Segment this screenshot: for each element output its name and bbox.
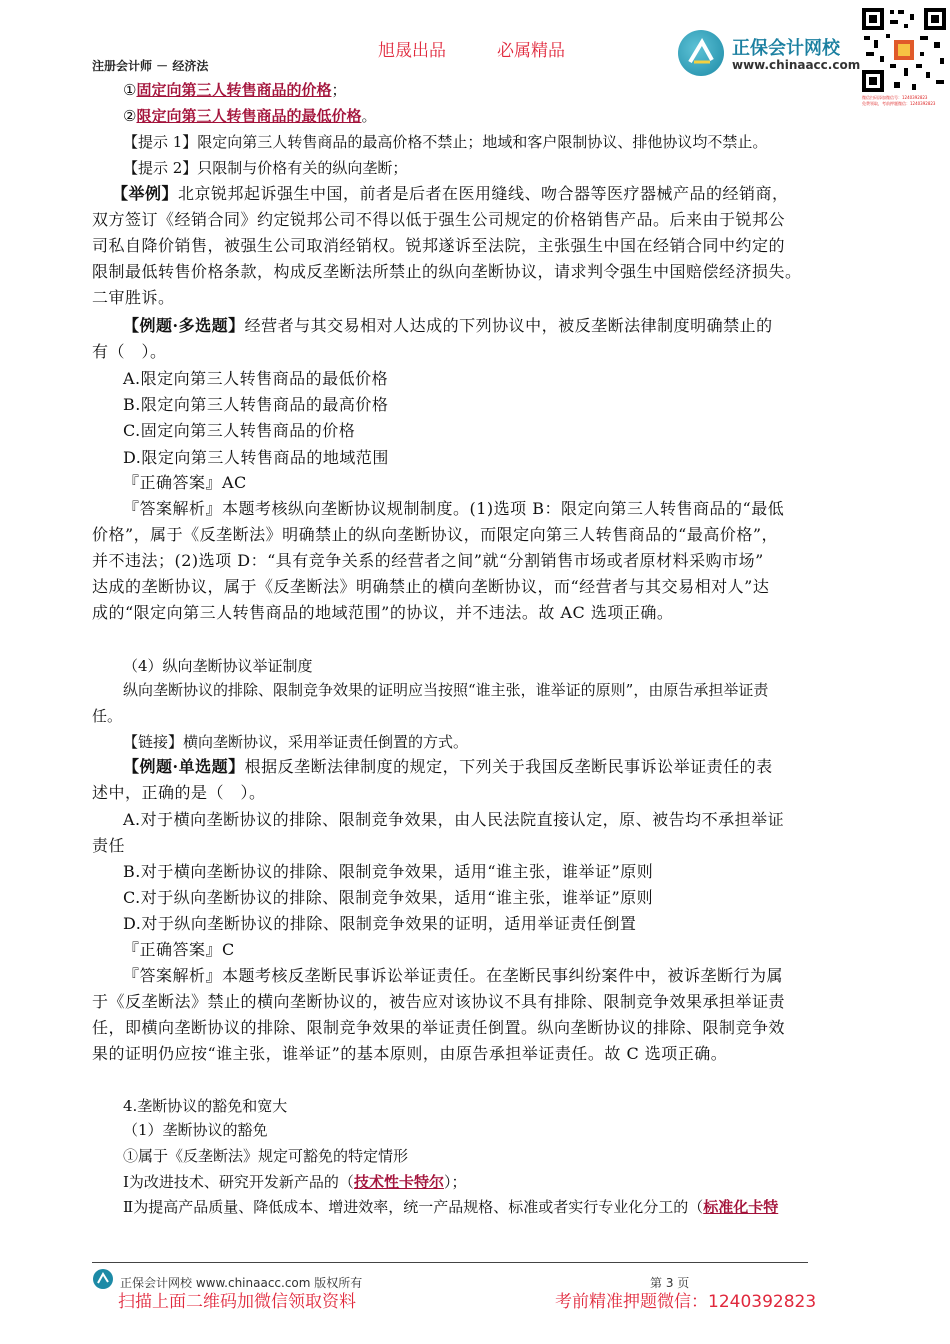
question-1-text-1: 经营者与其交易相对人达成的下列协议中，被反垄断法律制度明确禁止的 <box>244 316 773 335</box>
footer-divider <box>92 1262 808 1263</box>
question-1-option-c: C.固定向第三人转售商品的价格 <box>123 421 356 440</box>
exemption-item-1-end: ）； <box>443 1173 467 1191</box>
rule-item-1 <box>123 80 346 100</box>
logo-mark-icon <box>678 30 724 76</box>
question-2-stem-2: 述中，正确的是（ ）。 <box>92 783 266 802</box>
qr-code <box>860 6 948 94</box>
exemption-intro: ①属于《反垄断法》规定可豁免的特定情形 <box>123 1147 409 1165</box>
question-2-option-a-2: 责任 <box>92 836 126 855</box>
link-note: 【链接】横向垄断协议，采用举证责任倒置的方式。 <box>123 733 469 751</box>
example-label: 【举例】 <box>112 184 179 203</box>
footer-promo-left: 扫描上面二维码加微信领取资料 <box>118 1292 356 1312</box>
document-subject: 注册会计师 － 经济法 <box>92 59 209 73</box>
question-1-stem-1 <box>123 315 773 337</box>
question-1-option-b: B.限定向第三人转售商品的最高价格 <box>123 395 389 414</box>
question-1-explanation-4: 达成的垄断协议，属于《反垄断法》明确禁止的横向垄断协议，而“经营者与其交易相对人”达 <box>92 577 770 596</box>
exemption-item-1-highlight: 技术性卡特尔 <box>353 1173 444 1191</box>
logo-brand: 正保 <box>732 38 768 59</box>
rule-item-1-end: ； <box>331 81 347 99</box>
question-2-label: 【例题·单选题】 <box>123 757 245 776</box>
tip-1: 【提示 1】限定向第三人转售商品的最高价格不禁止；地域和客户限制协议、排他协议均不禁止。 <box>123 133 768 151</box>
example-text-1: 北京锐邦起诉强生中国，前者是后者在医用缝线、吻合器等医疗器械产品的经销商， <box>178 184 789 203</box>
rule-item-2-end: 。 <box>361 107 377 125</box>
rule-item-2-highlight: 限定向第三人转售商品的最低价格 <box>136 107 362 125</box>
question-1-explanation-1: 『答案解析』本题考核纵向垄断协议规制制度。(1)选项 B：限定向第三人转售商品的“最低 <box>123 499 785 518</box>
logo-brand-suffix: 会计网校 <box>768 38 840 59</box>
section-heading-4: （4）纵向垄断协议举证制度 <box>123 657 313 675</box>
question-1-explanation-2: 价格”，属于《反垄断法》明确禁止的纵向垄断协议，而限定向第三人转售商品的“最高价格”， <box>92 525 779 544</box>
footer-copyright: 正保会计网校 www.chinaacc.com 版权所有 <box>120 1276 363 1290</box>
question-1-option-a: A.限定向第三人转售商品的最低价格 <box>123 369 389 388</box>
question-1-answer: 『正确答案』AC <box>123 473 247 492</box>
question-2-text-1: 根据反垄断法律制度的规定，下列关于我国反垄断民事诉讼举证责任的表 <box>244 757 773 776</box>
question-2-explanation-2: 于《反垄断法》禁止的横向垄断协议的，被告应对该协议不具有排除、限制竞争效果承担举证责 <box>92 992 786 1011</box>
example-line-3: 司私自降价销售，被强生公司取消经销权。锐邦遂诉至法院，主张强生中国在经销合同中约定的 <box>92 236 786 255</box>
header-slogan-right: 必属精品 <box>497 41 565 61</box>
footer-logo-icon <box>92 1268 114 1290</box>
example-line-1 <box>112 183 789 205</box>
rule-item-2-num: ② <box>123 107 137 125</box>
question-1-label: 【例题·多选题】 <box>123 316 245 335</box>
header-slogan-left: 旭晟出品 <box>378 41 446 61</box>
question-2-answer: 『正确答案』C <box>123 940 235 959</box>
exemption-item-1 <box>123 1172 466 1192</box>
logo-url: www.chinaacc.com <box>732 58 861 72</box>
question-2-option-d: D.对于纵向垄断协议的排除、限制竞争效果的证明，适用举证责任倒置 <box>123 914 637 933</box>
section-4-para-1: 纵向垄断协议的排除、限制竞争效果的证明应当按照“谁主张，谁举证的原则”，由原告承担举证责 <box>123 681 769 699</box>
exemption-item-2-text: Ⅱ为提高产品质量、降低成本、增进效率，统一产品规格、标准或者实行专业化分工的（ <box>123 1198 704 1216</box>
question-2-option-a-1: A.对于横向垄断协议的排除、限制竞争效果，由人民法院直接认定，原、被告均不承担举证 <box>123 810 785 829</box>
example-line-2: 双方签订《经销合同》约定锐邦公司不得以低于强生公司规定的价格销售产品。后来由于锐邦公 <box>92 210 786 229</box>
exemption-item-2-highlight: 标准化卡特 <box>703 1198 779 1216</box>
question-2-explanation-3: 任，即横向垄断协议的排除、限制竞争效果的举证责任倒置。纵向垄断协议的排除、限制竞争效 <box>92 1018 786 1037</box>
exemption-item-1-text: Ⅰ为改进技术、研究开发新产品的（ <box>123 1173 354 1191</box>
question-1-option-d: D.限定向第三人转售商品的地域范围 <box>123 448 389 467</box>
example-line-4: 限制最低转售价格条款，构成反垄断法所禁止的纵向垄断协议，请求判令强生中国赔偿经济损失。 <box>92 262 802 281</box>
section-4-para-2: 任。 <box>92 707 123 725</box>
question-2-stem-1 <box>123 756 773 778</box>
qr-caption-1: 微信扫码添加微信号：1240392823 <box>862 95 928 100</box>
question-2-option-b: B.对于横向垄断协议的排除、限制竞争效果，适用“谁主张，谁举证”原则 <box>123 862 654 881</box>
exemption-item-2 <box>123 1197 778 1217</box>
rule-item-1-num: ① <box>123 81 137 99</box>
footer-page-number: 第 3 页 <box>650 1276 690 1290</box>
example-line-5: 二审胜诉。 <box>92 288 175 307</box>
section-heading-4-main: 4.垄断协议的豁免和宽大 <box>123 1097 288 1115</box>
question-1-explanation-3: 并不违法；(2)选项 D：“具有竞争关系的经营者之间”就“分割销售市场或者原材料采购市场” <box>92 551 764 570</box>
question-2-option-c: C.对于纵向垄断协议的排除、限制竞争效果，适用“谁主张，谁举证”原则 <box>123 888 654 907</box>
rule-item-2 <box>123 106 376 126</box>
question-1-stem-2: 有（ ）。 <box>92 342 167 361</box>
qr-caption-2: 免费领取，考前押题微信：1240392823 <box>862 101 936 106</box>
question-1-explanation-5: 成的“限定向第三人转售商品的地域范围”的协议，并不违法。故 AC 选项正确。 <box>92 603 674 622</box>
question-2-explanation-4: 果的证明仍应按“谁主张，谁举证”的基本原则，由原告承担举证责任。故 C 选项正确。 <box>92 1044 728 1063</box>
footer-promo-right: 考前精准押题微信：1240392823 <box>555 1292 817 1312</box>
rule-item-1-highlight: 固定向第三人转售商品的价格 <box>136 81 332 99</box>
section-heading-4-1: （1）垄断协议的豁免 <box>123 1121 268 1139</box>
tip-2: 【提示 2】只限制与价格有关的纵向垄断； <box>123 159 408 177</box>
question-2-explanation-1: 『答案解析』本题考核反垄断民事诉讼举证责任。在垄断民事纠纷案件中，被诉垄断行为属 <box>123 966 784 985</box>
